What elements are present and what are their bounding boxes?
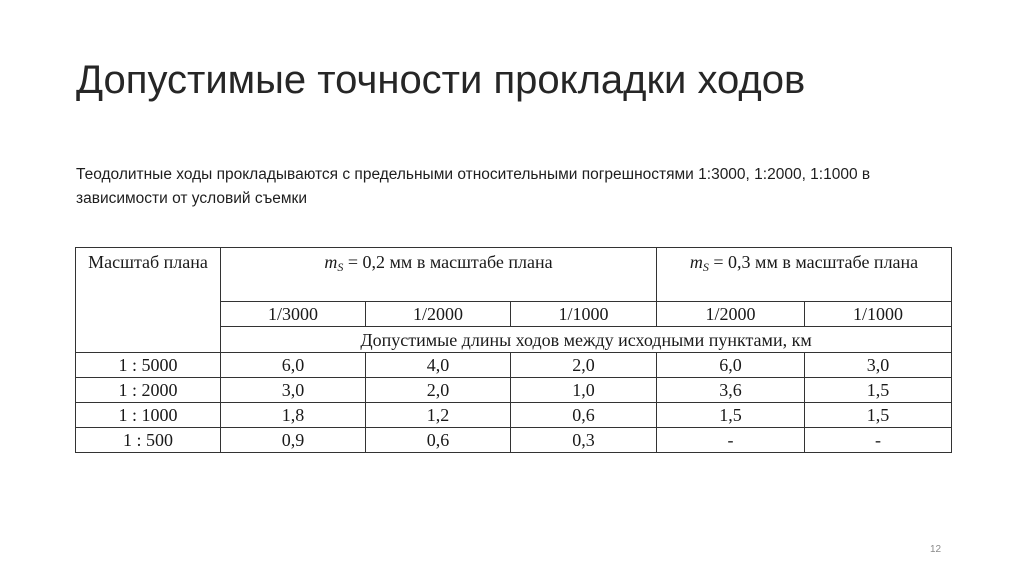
scale-cell: 1 : 2000: [76, 378, 221, 403]
value-cell: -: [805, 428, 952, 453]
value-cell: 1,5: [805, 403, 952, 428]
value-cell: 0,9: [221, 428, 366, 453]
ratio-header-cell: 1/1000: [805, 302, 952, 327]
ratio-header-cell: 1/3000: [221, 302, 366, 327]
group1-symbol: m: [324, 252, 338, 272]
page-number: 12: [930, 544, 942, 555]
accuracy-table: [75, 247, 952, 453]
table-row: [76, 353, 952, 378]
value-cell: 1,5: [805, 378, 952, 403]
value-cell: 0,6: [511, 403, 657, 428]
value-cell: 3,6: [657, 378, 805, 403]
value-cell: 1,8: [221, 403, 366, 428]
slide-body-text: Теодолитные ходы прокладываются с предельными относительными погрешностями 1:3000, 1:2000, 1:1000 в зависимости от условий съемки: [76, 166, 871, 207]
value-cell: 1,2: [366, 403, 511, 428]
group1-text: = 0,2 мм в масштабе плана: [343, 252, 553, 272]
group2-subscript: S: [702, 260, 709, 274]
value-cell: -: [657, 428, 805, 453]
ratio-header-cell: 1/2000: [366, 302, 511, 327]
table-row: [76, 428, 952, 453]
value-cell: 1,5: [657, 403, 805, 428]
value-cell: 1,0: [511, 378, 657, 403]
value-cell: 0,3: [511, 428, 657, 453]
value-cell: 2,0: [511, 353, 657, 378]
scale-cell: 1 : 1000: [76, 403, 221, 428]
header-row-1: [76, 248, 952, 302]
ratio-header-cell: 1/1000: [511, 302, 657, 327]
lengths-header-cell: Допустимые длины ходов между исходными пунктами, км: [221, 327, 952, 353]
ratio-header-cell: 1/2000: [657, 302, 805, 327]
value-cell: 4,0: [366, 353, 511, 378]
table-row: [76, 403, 952, 428]
value-cell: 3,0: [221, 378, 366, 403]
scale-cell: 1 : 5000: [76, 353, 221, 378]
group2-symbol: m: [689, 252, 703, 272]
group2-text: = 0,3 мм в масштабе плана: [708, 252, 919, 272]
value-cell: 6,0: [221, 353, 366, 378]
scale-cell: 1 : 500: [76, 428, 221, 453]
group1-subscript: S: [337, 260, 344, 274]
slide-title: Допустимые точности прокладки ходов: [76, 58, 806, 102]
group1-header-cell: [221, 248, 657, 302]
value-cell: 3,0: [805, 353, 952, 378]
value-cell: 0,6: [366, 428, 511, 453]
value-cell: 6,0: [657, 353, 805, 378]
table-row: [76, 378, 952, 403]
group2-header-cell: [657, 248, 952, 302]
scale-header-cell: Масштаб плана: [76, 248, 221, 353]
value-cell: 2,0: [366, 378, 511, 403]
